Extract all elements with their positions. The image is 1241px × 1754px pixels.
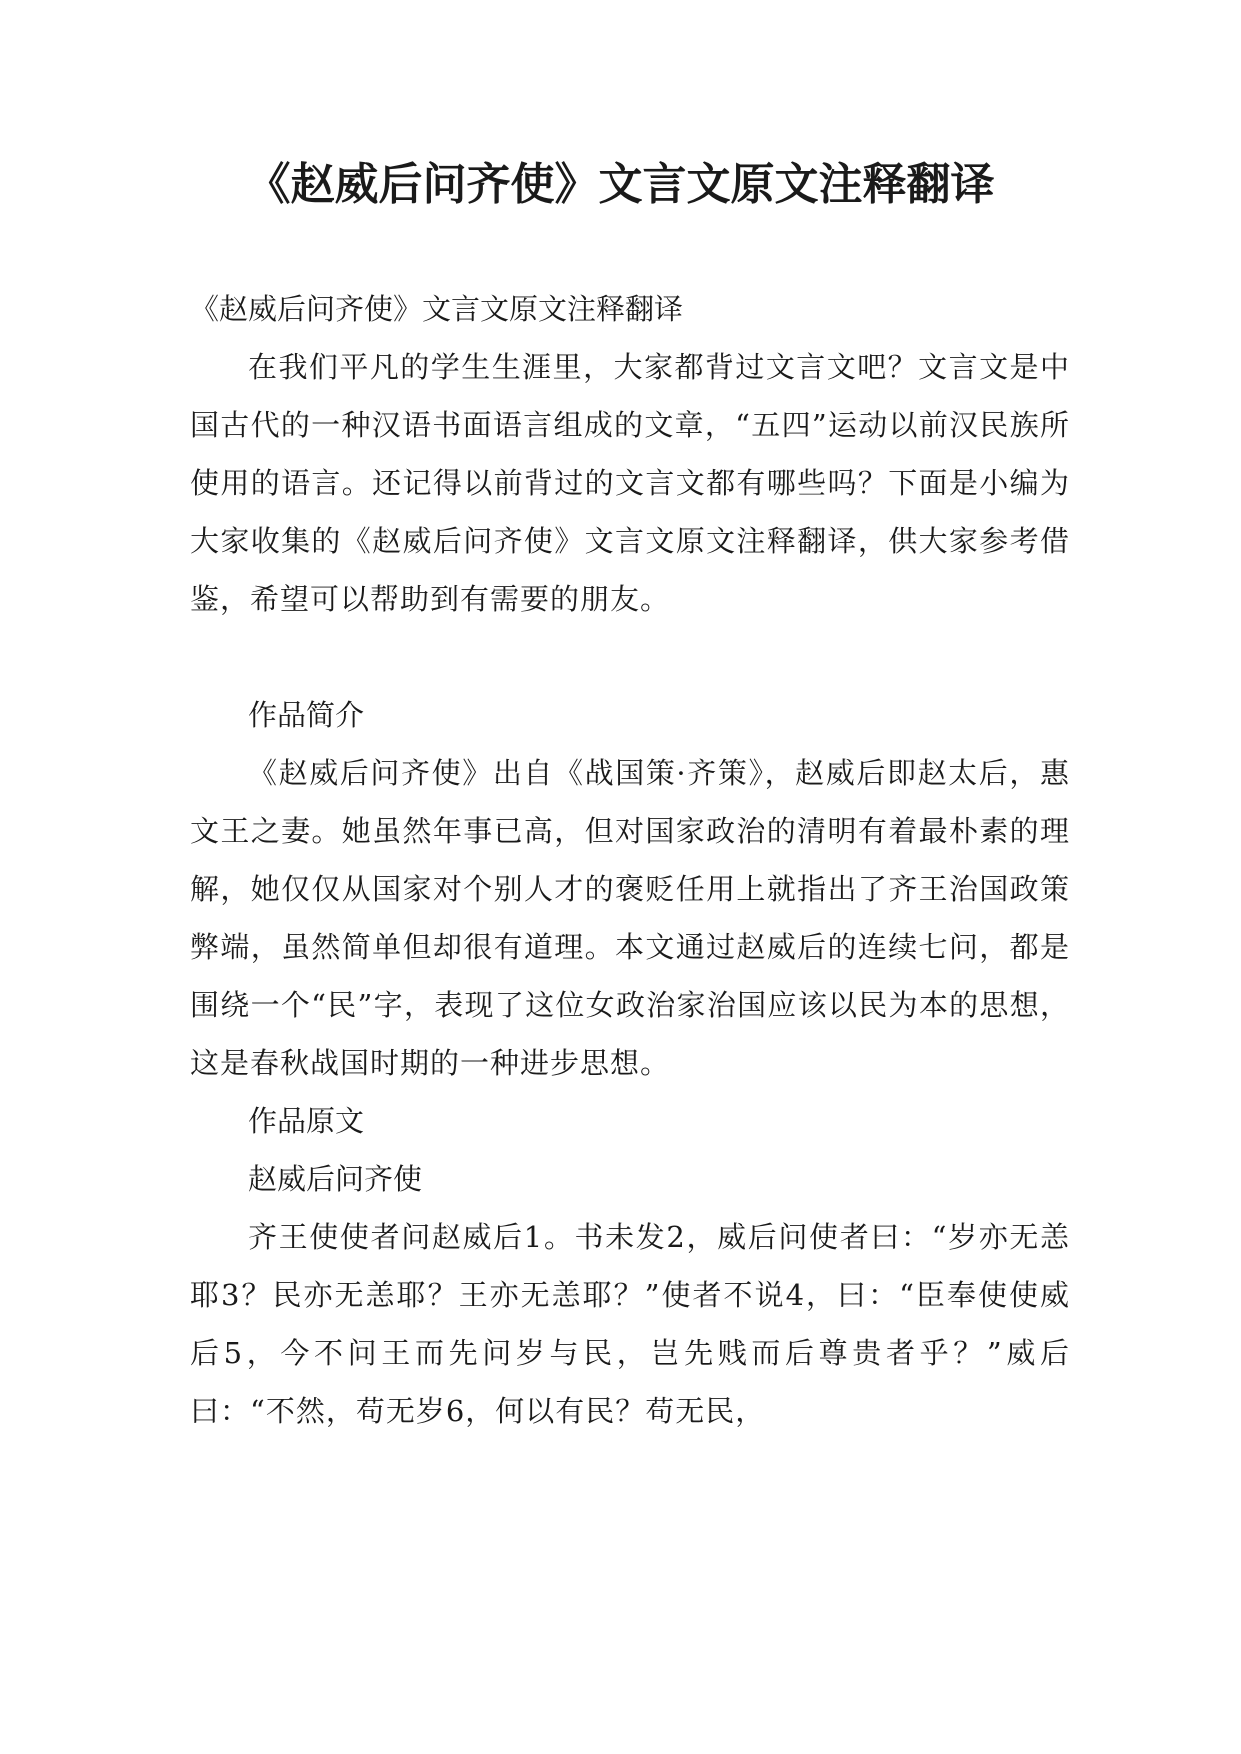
section-heading-intro: 作品简介	[248, 698, 365, 732]
intro-paragraph: 在我们平凡的学生生涯里，大家都背过文言文吧？文言文是中国古代的一种汉语书面语言组成的文章，“五四”运动以前汉民族所使用的语言。还记得以前背过的文言文都有哪些吗？下面是小编为大家收集的《赵威后问齐使》文言文原文注释翻译，供大家参考借鉴，希望可以帮助到有需要的朋友。	[190, 350, 1070, 616]
document-subtitle: 《赵威后问齐使》文言文原文注释翻译	[190, 292, 684, 326]
original-text-title: 赵威后问齐使	[248, 1162, 423, 1196]
document-title: 《赵威后问齐使》文言文原文注释翻译	[246, 159, 995, 210]
work-intro-paragraph: 《赵威后问齐使》出自《战国策·齐策》，赵威后即赵太后，惠文王之妻。她虽然年事已高，但对国家政治的清明有着最朴素的理解，她仅仅从国家对个别人才的褒贬任用上就指出了齐王治国政策弊端，虽然简单但却很有道理。本文通过赵威后的连续七问，都是围绕一个“民”字，表现了这位女政治家治国应该以民为本的思想，这是春秋战国时期的一种进步思想。	[190, 756, 1070, 1080]
section-heading-original: 作品原文	[248, 1104, 365, 1138]
document-body	[190, 280, 1070, 1440]
original-text-paragraph: 齐王使使者问赵威后1。书未发2，威后问使者曰：“岁亦无恙耶3？民亦无恙耶？王亦无恙耶？”使者不说4，曰：“臣奉使使威后5，今不问王而先问岁与民，岂先贱而后尊贵者乎？”威后曰：“不然，苟无岁6，何以有民？苟无民，	[190, 1220, 1070, 1428]
paragraph-spacer	[190, 628, 1070, 686]
